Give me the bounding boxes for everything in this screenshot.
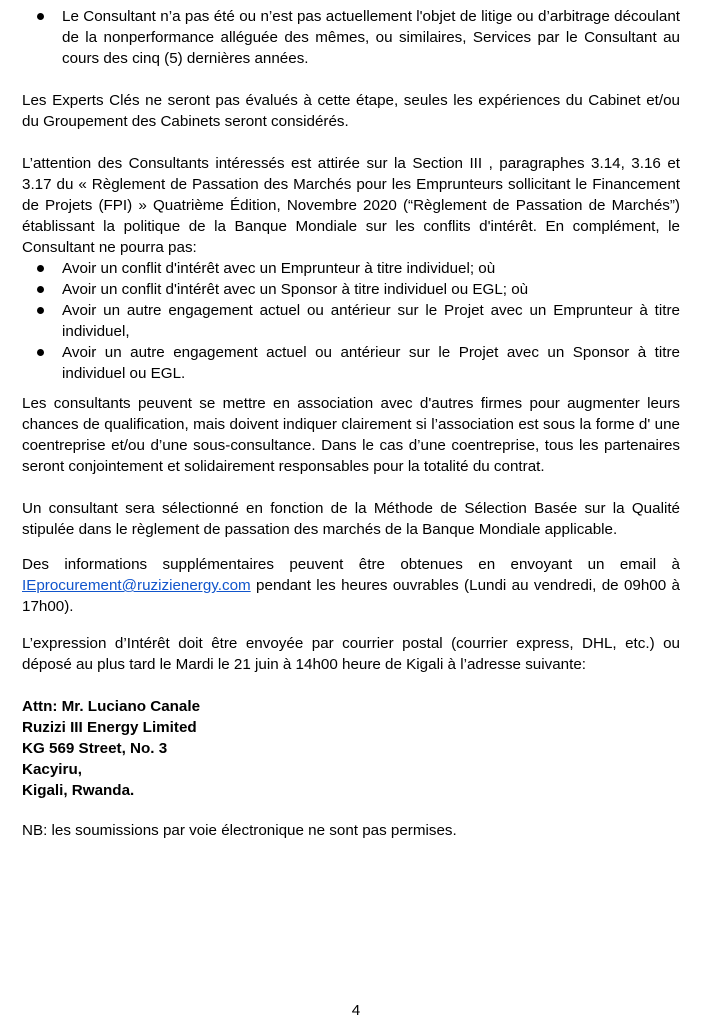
email-link[interactable]: IEprocurement@ruzizienergy.com xyxy=(22,577,251,594)
address-line: Ruzizi III Energy Limited xyxy=(22,719,197,736)
address-line: Kacyiru, xyxy=(22,761,82,778)
address-line: Attn: Mr. Luciano Canale xyxy=(22,698,201,715)
address-line: KG 569 Street, No. 3 xyxy=(22,740,168,757)
conflict-item: Avoir un conflit d'intérêt avec un Sponsor à titre individuel ou EGL; où xyxy=(22,279,680,300)
conflict-item: Avoir un conflit d'intérêt avec un Emprunteur à titre individuel; où xyxy=(22,258,680,279)
address-line: Kigali, Rwanda. xyxy=(22,782,135,799)
section-conflict-of-interest xyxy=(22,153,680,384)
paragraph-attention: L’attention des Consultants intéressés est attirée sur la Section III , paragraphes 3.14, 3.16 et 3.17 du « Règlement de Passation des Marchés pour les Emprunteurs sollicitant le Financement de Projets (FPI) » Quatrième Édition, Novembre 2020 (“Règlement de Passation de Marchés”) établissant la politique de la Banque Mondiale sur les conflits d'intérêt. En complément, le Consultant ne pourra pas: xyxy=(22,155,680,256)
conflict-item: Avoir un autre engagement actuel ou antérieur sur le Projet avec un Emprunteur à titre individuel, xyxy=(22,300,680,342)
bullet-litigation: Le Consultant n’a pas été ou n’est pas actuellement l'objet de litige ou d’arbitrage découlant de la nonperformance alléguée des mêmes, ou similaires, Services par le Consultant au cours des cinq (5) dernières années. xyxy=(22,6,680,69)
note-electronic-submission: NB: les soumissions par voie électronique ne sont pas permises. xyxy=(22,822,457,839)
paragraph-association: Les consultants peuvent se mettre en association avec d'autres firmes pour augmenter leurs chances de qualification, mais doivent indiquer clairement si l’association est sous la forme d' une coentreprise et/ou d’une sous-consultance. Dans le cas d’une coentreprise, tous les partenaires seront conjointement et solidairement responsables pour la totalité du contrat. xyxy=(22,395,680,475)
paragraph-selection: Un consultant sera sélectionné en fonction de la Méthode de Sélection Basée sur la Qualité stipulée dans le règlement de passation des marchés de la Banque Mondiale applicable. xyxy=(22,500,680,538)
prior-bullet-list xyxy=(22,6,680,69)
paragraph-information xyxy=(22,554,680,617)
page-number: 4 xyxy=(351,1002,361,1019)
conflict-item: Avoir un autre engagement actuel ou antérieur sur le Projet avec un Sponsor à titre individuel ou EGL. xyxy=(22,342,680,384)
info-text-before: Des informations supplémentaires peuvent être obtenues en envoyant un email à xyxy=(22,556,680,573)
info-text-after: pendant les heures ouvrables (Lundi au vendredi, de 09h00 à 17h00). xyxy=(22,577,680,615)
postal-address xyxy=(22,696,680,801)
paragraph-experts: Les Experts Clés ne seront pas évalués à cette étape, seules les expériences du Cabinet et/ou du Groupement des Cabinets seront considérés. xyxy=(22,92,680,130)
conflict-bullet-list xyxy=(22,258,680,384)
paragraph-submission: L’expression d’Intérêt doit être envoyée par courrier postal (courrier express, DHL, etc.) ou déposé au plus tard le Mardi le 21 juin à 14h00 heure de Kigali à l’adresse suivante: xyxy=(22,635,680,673)
